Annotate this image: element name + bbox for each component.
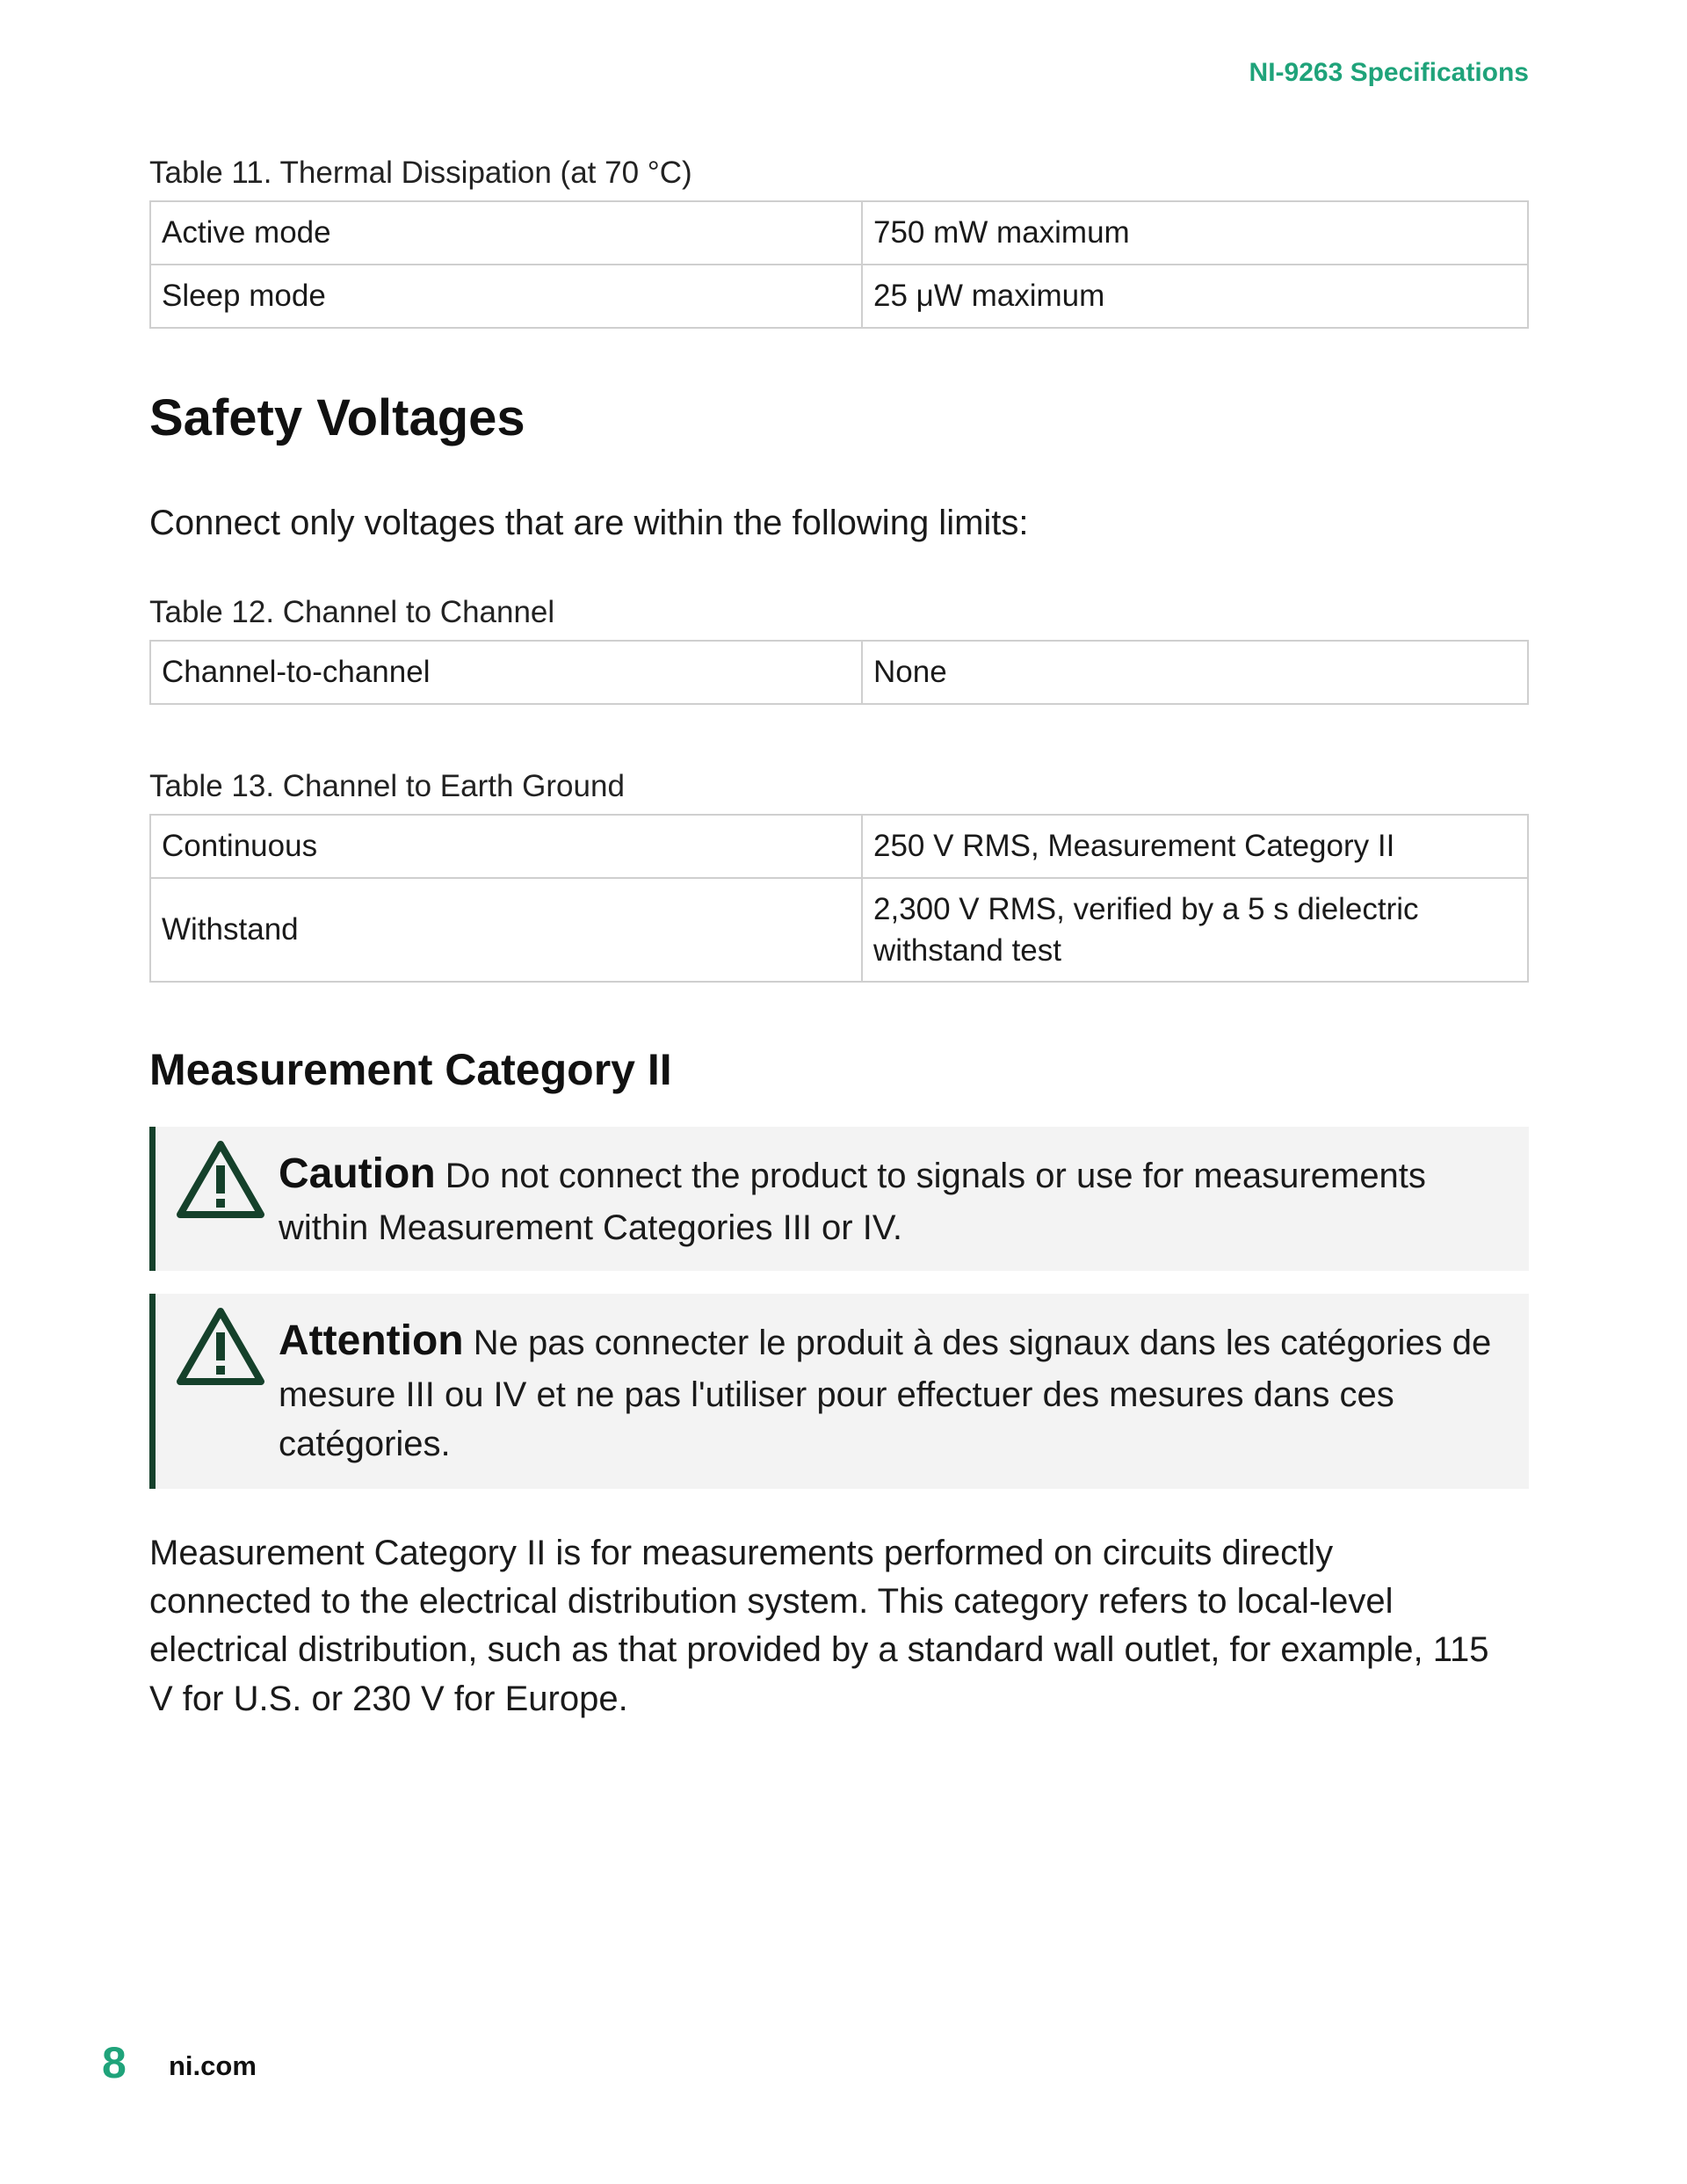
table-row bbox=[150, 815, 1528, 878]
table-12-caption: Table 12. Channel to Channel bbox=[149, 595, 555, 629]
table-11-block bbox=[149, 155, 1529, 329]
footer-site-link[interactable]: ni.com bbox=[169, 2050, 257, 2081]
table-11-caption: Table 11. Thermal Dissipation (at 70 °C) bbox=[149, 156, 692, 190]
table-row bbox=[150, 265, 1528, 328]
warning-triangle-icon bbox=[175, 1139, 266, 1220]
table-cell-label: Channel-to-channel bbox=[150, 641, 862, 704]
table-12-block bbox=[149, 594, 1529, 705]
table-cell-value: None bbox=[862, 641, 1528, 704]
table-13-block bbox=[149, 768, 1529, 983]
attention-message: Ne pas connecter le produit à des signaux dans les catégories de mesure III ou IV et ne pas l'utiliser pour effectuer des mesures dans ces catégories. bbox=[279, 1324, 1492, 1464]
table-cell-value: 25 μW maximum bbox=[862, 265, 1528, 328]
channel-to-earth-ground-table bbox=[149, 814, 1529, 983]
table-row bbox=[150, 878, 1528, 982]
table-cell-label: Continuous bbox=[150, 815, 862, 878]
table-row bbox=[150, 641, 1528, 704]
table-cell-label: Active mode bbox=[150, 201, 862, 265]
running-header: NI-9263 Specifications bbox=[1249, 58, 1529, 87]
measurement-category-heading: Measurement Category II bbox=[149, 1045, 672, 1094]
attention-callout bbox=[149, 1294, 1529, 1489]
caution-label: Caution bbox=[279, 1150, 436, 1197]
table-cell-label: Sleep mode bbox=[150, 265, 862, 328]
caution-callout bbox=[149, 1127, 1529, 1271]
table-cell-value: 250 V RMS, Measurement Category II bbox=[862, 815, 1528, 878]
channel-to-channel-table bbox=[149, 640, 1529, 705]
table-cell-label: Withstand bbox=[150, 878, 862, 982]
table-13-caption: Table 13. Channel to Earth Ground bbox=[149, 769, 625, 803]
page-number: 8 bbox=[102, 2038, 127, 2087]
measurement-category-body: Measurement Category II is for measurements performed on circuits directly connected to the electrical distribution system. This category refers to local-level electrical distribution, such as that provided by a standard wall outlet, for example, 115 V for U.S. or 230 V for Europe. bbox=[149, 1534, 1489, 1718]
table-row bbox=[150, 201, 1528, 265]
caution-message: Do not connect the product to signals or use for measurements within Measurement Categories III or IV. bbox=[279, 1157, 1426, 1248]
table-cell-value: 2,300 V RMS, verified by a 5 s dielectric withstand test bbox=[862, 878, 1528, 982]
caution-text-block bbox=[279, 1144, 1494, 1252]
safety-voltages-heading: Safety Voltages bbox=[149, 389, 525, 446]
table-cell-value: 750 mW maximum bbox=[862, 201, 1528, 265]
safety-intro-text: Connect only voltages that are within the following limits: bbox=[149, 504, 1029, 542]
warning-triangle-icon bbox=[175, 1306, 266, 1387]
attention-label: Attention bbox=[279, 1317, 464, 1364]
attention-text-block bbox=[279, 1311, 1494, 1469]
thermal-dissipation-table bbox=[149, 200, 1529, 329]
